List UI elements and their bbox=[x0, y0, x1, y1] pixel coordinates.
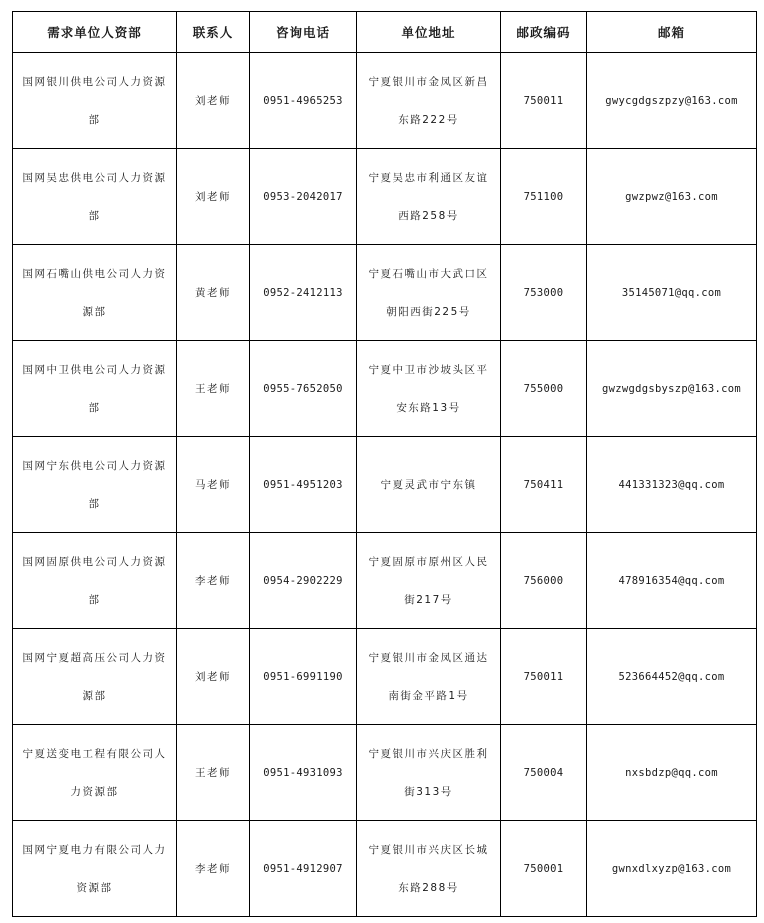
header-email: 邮箱 bbox=[587, 12, 757, 53]
cell-contact: 刘老师 bbox=[177, 629, 250, 725]
cell-phone: 0951-6991190 bbox=[250, 629, 357, 725]
cell-email: gwnxdlxyzp@163.com bbox=[587, 821, 757, 917]
cell-unit: 国网中卫供电公司人力资源部 bbox=[13, 341, 177, 437]
cell-address: 宁夏银川市兴庆区长城东路288号 bbox=[357, 821, 501, 917]
cell-contact: 马老师 bbox=[177, 437, 250, 533]
cell-email: gwzpwz@163.com bbox=[587, 149, 757, 245]
cell-email: nxsbdzp@qq.com bbox=[587, 725, 757, 821]
cell-email: 478916354@qq.com bbox=[587, 533, 757, 629]
cell-postcode: 750011 bbox=[501, 53, 587, 149]
cell-postcode: 750011 bbox=[501, 629, 587, 725]
header-row bbox=[13, 12, 757, 53]
table-body bbox=[13, 53, 757, 917]
cell-postcode: 753000 bbox=[501, 245, 587, 341]
header-address: 单位地址 bbox=[357, 12, 501, 53]
cell-phone: 0951-4965253 bbox=[250, 53, 357, 149]
cell-address: 宁夏银川市金凤区新昌东路222号 bbox=[357, 53, 501, 149]
header-contact: 联系人 bbox=[177, 12, 250, 53]
cell-unit: 国网石嘴山供电公司人力资源部 bbox=[13, 245, 177, 341]
cell-contact: 黄老师 bbox=[177, 245, 250, 341]
cell-email: 523664452@qq.com bbox=[587, 629, 757, 725]
cell-contact: 李老师 bbox=[177, 533, 250, 629]
cell-contact: 刘老师 bbox=[177, 149, 250, 245]
cell-phone: 0954-2902229 bbox=[250, 533, 357, 629]
cell-unit: 国网宁夏电力有限公司人力资源部 bbox=[13, 821, 177, 917]
table-row bbox=[13, 725, 757, 821]
cell-postcode: 750001 bbox=[501, 821, 587, 917]
table-row bbox=[13, 629, 757, 725]
cell-unit: 国网吴忠供电公司人力资源部 bbox=[13, 149, 177, 245]
cell-address: 宁夏固原市原州区人民街217号 bbox=[357, 533, 501, 629]
cell-phone: 0953-2042017 bbox=[250, 149, 357, 245]
cell-postcode: 750004 bbox=[501, 725, 587, 821]
table-row bbox=[13, 53, 757, 149]
cell-unit: 国网宁夏超高压公司人力资源部 bbox=[13, 629, 177, 725]
table-row bbox=[13, 149, 757, 245]
cell-postcode: 755000 bbox=[501, 341, 587, 437]
cell-contact: 王老师 bbox=[177, 725, 250, 821]
header-phone: 咨询电话 bbox=[250, 12, 357, 53]
table-row bbox=[13, 245, 757, 341]
cell-phone: 0951-4912907 bbox=[250, 821, 357, 917]
cell-phone: 0951-4951203 bbox=[250, 437, 357, 533]
cell-address: 宁夏银川市兴庆区胜利街313号 bbox=[357, 725, 501, 821]
table-row bbox=[13, 341, 757, 437]
cell-postcode: 750411 bbox=[501, 437, 587, 533]
header-postcode: 邮政编码 bbox=[501, 12, 587, 53]
cell-postcode: 751100 bbox=[501, 149, 587, 245]
cell-phone: 0951-4931093 bbox=[250, 725, 357, 821]
cell-unit: 国网宁东供电公司人力资源部 bbox=[13, 437, 177, 533]
cell-phone: 0955-7652050 bbox=[250, 341, 357, 437]
cell-address: 宁夏石嘴山市大武口区朝阳西街225号 bbox=[357, 245, 501, 341]
cell-phone: 0952-2412113 bbox=[250, 245, 357, 341]
cell-unit: 国网固原供电公司人力资源部 bbox=[13, 533, 177, 629]
contact-table bbox=[12, 11, 757, 917]
cell-unit: 宁夏送变电工程有限公司人力资源部 bbox=[13, 725, 177, 821]
cell-unit: 国网银川供电公司人力资源部 bbox=[13, 53, 177, 149]
cell-email: 441331323@qq.com bbox=[587, 437, 757, 533]
table-header bbox=[13, 12, 757, 53]
table-row bbox=[13, 437, 757, 533]
cell-email: 35145071@qq.com bbox=[587, 245, 757, 341]
table-row bbox=[13, 533, 757, 629]
table-row bbox=[13, 821, 757, 917]
cell-contact: 李老师 bbox=[177, 821, 250, 917]
cell-email: gwzwgdgsbyszp@163.com bbox=[587, 341, 757, 437]
cell-postcode: 756000 bbox=[501, 533, 587, 629]
cell-address: 宁夏灵武市宁东镇 bbox=[357, 437, 501, 533]
cell-contact: 刘老师 bbox=[177, 53, 250, 149]
cell-address: 宁夏吴忠市利通区友谊西路258号 bbox=[357, 149, 501, 245]
cell-address: 宁夏中卫市沙坡头区平安东路13号 bbox=[357, 341, 501, 437]
cell-email: gwycgdgszpzy@163.com bbox=[587, 53, 757, 149]
cell-contact: 王老师 bbox=[177, 341, 250, 437]
header-unit: 需求单位人资部 bbox=[13, 12, 177, 53]
cell-address: 宁夏银川市金凤区通达南街金平路1号 bbox=[357, 629, 501, 725]
